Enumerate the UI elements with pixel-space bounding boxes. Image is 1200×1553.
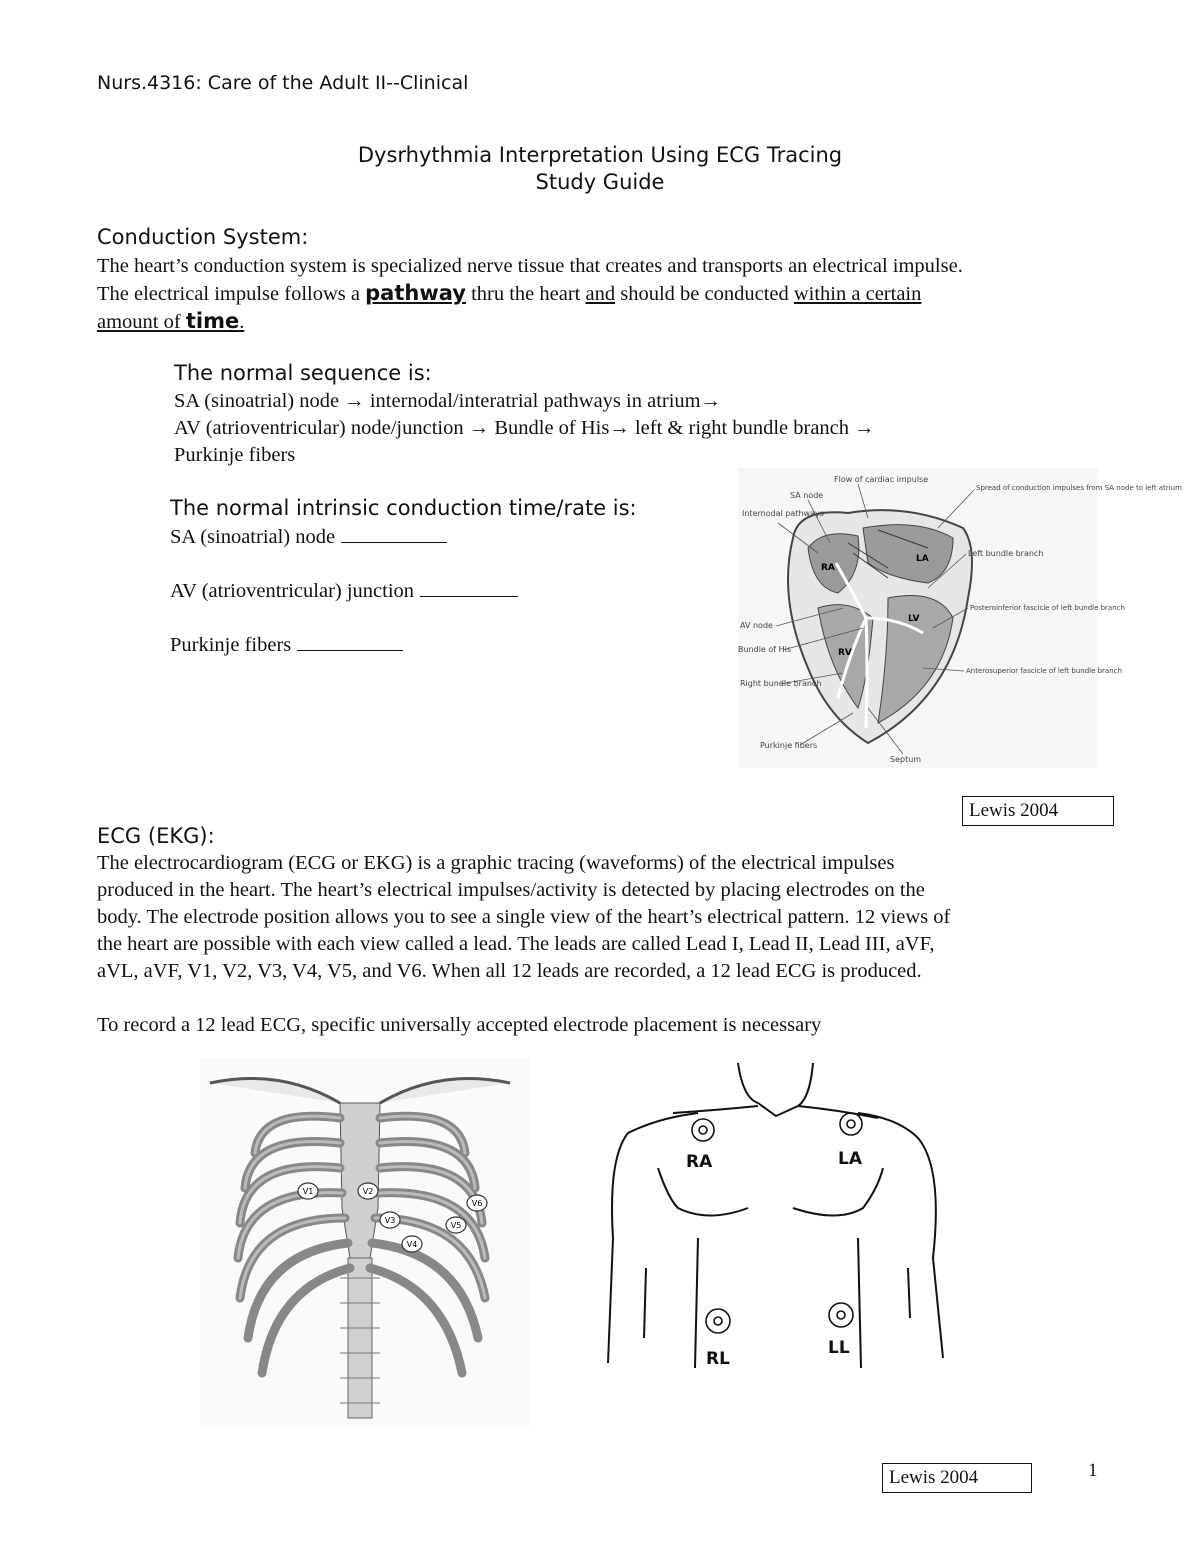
label-anterosuperior: Anterosuperior fascicle of left bundle branch [966, 667, 1122, 675]
page-number: 1 [1088, 1460, 1098, 1481]
label-av-node: AV node [740, 621, 773, 630]
ecg-line-2: produced in the heart. The heart’s electrical impulses/activity is detected by placing electrodes on the [97, 879, 925, 901]
ecg-heading: ECG (EKG): [97, 824, 215, 848]
rl-label: RL [706, 1349, 730, 1369]
label-spread: Spread of conduction impulses from SA node to left atrium [976, 484, 1182, 492]
label-sa-node: SA node [790, 491, 824, 500]
conduction-heading: Conduction System: [97, 225, 309, 249]
v4-label: V4 [406, 1240, 418, 1249]
credit-box: Lewis 2004 [962, 796, 1114, 826]
label-ra: RA [821, 563, 835, 573]
v1-label: V1 [302, 1187, 314, 1196]
ecg-line-1: The electrocardiogram (ECG or EKG) is a graphic tracing (waveforms) of the electrical impulses [97, 852, 895, 874]
v5-label: V5 [450, 1221, 462, 1230]
page-title: Dysrhythmia Interpretation Using ECG Tracing [357, 143, 843, 167]
credit-box-2: Lewis 2004 [882, 1463, 1032, 1493]
ecg-line-3: body. The electrode position allows you to see a single view of the heart’s electrical pattern. 12 views of [97, 906, 951, 928]
limb-leads-diagram [598, 1058, 948, 1398]
v6-label: V6 [471, 1199, 483, 1208]
label-la: LA [916, 554, 929, 564]
label-bundle-his: Bundle of His [738, 645, 792, 654]
precordial-leads-diagram [200, 1058, 530, 1428]
ra-label: RA [686, 1152, 713, 1172]
conduction-paragraph [97, 253, 1137, 336]
course-header: Nurs.4316: Care of the Adult II--Clinical [97, 72, 469, 94]
label-purkinje: Purkinje fibers [760, 741, 818, 750]
ll-label: LL [828, 1338, 850, 1358]
la-label: LA [838, 1149, 862, 1169]
ecg-line-4: the heart are possible with each view called a lead. The leads are called Lead I, Lead II, Lead III, aVF, [97, 933, 935, 955]
answer-blank[interactable] [420, 580, 518, 597]
label-flow: Flow of cardiac impulse [834, 475, 929, 484]
ecg-line-5: aVL, aVF, V1, V2, V3, V4, V5, and V6. When all 12 leads are recorded, a 12 lead ECG is produced. [97, 960, 922, 982]
v3-label: V3 [384, 1216, 396, 1225]
rate-av: AV (atrioventricular) junction [170, 578, 518, 605]
answer-blank[interactable] [297, 634, 403, 651]
time-emphasis: time [185, 309, 240, 333]
label-left-bundle: Left bundle branch [968, 549, 1044, 558]
conduction-line-1: The heart’s conduction system is specialized nerve tissue that creates and transports an electrical impulse. [97, 255, 963, 277]
conduction-line-2: The electrical impulse follows a pathway thru the heart and should be conducted within a certain [97, 281, 922, 305]
label-septum: Septum [890, 755, 922, 764]
heart-conduction-diagram [738, 468, 1182, 768]
label-right-bundle: Right bundle branch [740, 679, 822, 688]
ecg-line-6: To record a 12 lead ECG, specific universally accepted electrode placement is necessary [97, 1014, 822, 1036]
sequence-line-1: SA (sinoatrial) node → internodal/interatrial pathways in atrium→ [174, 390, 722, 412]
label-internodal: Internodal pathways [742, 509, 824, 518]
sequence-list [174, 388, 1034, 469]
v2-label: V2 [362, 1187, 374, 1196]
label-lv: LV [908, 614, 920, 624]
ecg-paragraph [97, 850, 1137, 985]
sequence-line-3: Purkinje fibers [174, 444, 296, 466]
sequence-heading: The normal sequence is: [174, 361, 432, 385]
label-rv: RV [838, 648, 852, 658]
rates-heading: The normal intrinsic conduction time/rate is: [170, 496, 637, 520]
rate-sa: SA (sinoatrial) node [170, 524, 447, 551]
answer-blank[interactable] [341, 526, 447, 543]
sequence-line-2: AV (atrioventricular) node/junction → Bundle of His→ left & right bundle branch → [174, 417, 875, 439]
pathway-emphasis: pathway [365, 281, 466, 305]
page-subtitle: Study Guide [535, 170, 665, 194]
conduction-line-3: amount of time. [97, 309, 245, 333]
label-posteroinferior: Posteroinferior fascicle of left bundle branch [970, 604, 1125, 612]
rate-purkinje: Purkinje fibers [170, 632, 403, 659]
